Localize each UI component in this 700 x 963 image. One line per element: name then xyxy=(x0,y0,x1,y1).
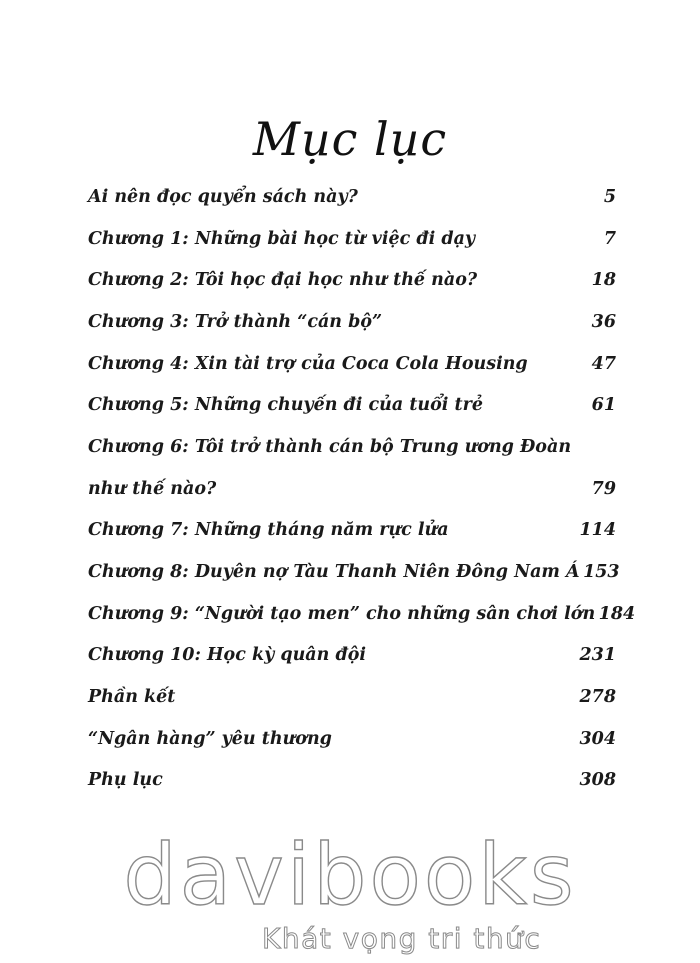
toc-entry-title: như thế nào? xyxy=(88,478,217,499)
toc-entry-title: Chương 10: Học kỳ quân đội xyxy=(88,645,367,666)
toc-entry-page: 184 xyxy=(598,603,636,624)
toc-entry-page: 7 xyxy=(603,228,616,249)
toc-entry-title: Chương 2: Tôi học đại học như thế nào? xyxy=(88,270,478,291)
toc-entry-page: 36 xyxy=(591,311,616,332)
toc-entry xyxy=(88,468,616,510)
toc-entry xyxy=(88,718,616,760)
toc-entry-page: 278 xyxy=(579,687,616,708)
watermark-slogan: Khát vọng tri thức xyxy=(262,922,542,955)
toc-entry xyxy=(88,384,616,426)
toc-entry-title: Chương 5: Những chuyến đi của tuổi trẻ xyxy=(88,395,483,416)
toc-entry xyxy=(88,218,616,260)
toc-entry-page: 61 xyxy=(591,395,616,416)
toc-entry xyxy=(88,760,616,802)
toc-entry xyxy=(88,301,616,343)
toc-entry xyxy=(88,176,616,218)
toc-entry-page: 308 xyxy=(579,770,616,791)
toc-entry-title: Phụ lục xyxy=(88,770,163,791)
toc-entry xyxy=(88,676,616,718)
toc-entry-title: Chương 6: Tôi trở thành cán bộ Trung ương Đoàn xyxy=(88,436,572,457)
toc-entry xyxy=(88,426,616,468)
toc-entry xyxy=(88,593,636,635)
toc-entry-page: 231 xyxy=(579,645,616,666)
toc-entry-page: 47 xyxy=(591,353,616,374)
page-title: Mục lục xyxy=(252,112,448,166)
toc-entry-page: 304 xyxy=(579,728,616,749)
toc-entry-title: Chương 1: Những bài học từ việc đi dạy xyxy=(88,228,476,249)
toc-entry-page: 18 xyxy=(591,270,616,291)
table-of-contents xyxy=(88,176,636,801)
toc-entry xyxy=(88,551,620,593)
toc-entry-page: 153 xyxy=(583,562,620,583)
toc-entry-title: Chương 8: Duyên nợ Tàu Thanh Niên Đông Nam Á xyxy=(88,562,580,583)
toc-entry xyxy=(88,343,616,385)
watermark-brand: davibooks xyxy=(123,826,577,924)
toc-entry-page: 5 xyxy=(603,186,616,207)
toc-entry-page: 114 xyxy=(579,520,616,541)
toc-entry xyxy=(88,510,616,552)
toc-entry-title: Chương 3: Trở thành “cán bộ” xyxy=(88,311,383,332)
toc-entry-title: Ai nên đọc quyển sách này? xyxy=(88,186,358,207)
toc-entry-title: “Ngân hàng” yêu thương xyxy=(88,728,332,749)
toc-entry-page: 79 xyxy=(591,478,616,499)
toc-entry-title: Chương 9: “Người tạo men” cho những sân chơi lớn xyxy=(88,603,596,624)
toc-entry-title: Chương 7: Những tháng năm rực lửa xyxy=(88,520,449,541)
toc-entry xyxy=(88,259,616,301)
toc-entry-title: Chương 4: Xin tài trợ của Coca Cola Housing xyxy=(88,353,528,374)
toc-entry xyxy=(88,635,616,677)
toc-entry-title: Phần kết xyxy=(88,687,176,708)
